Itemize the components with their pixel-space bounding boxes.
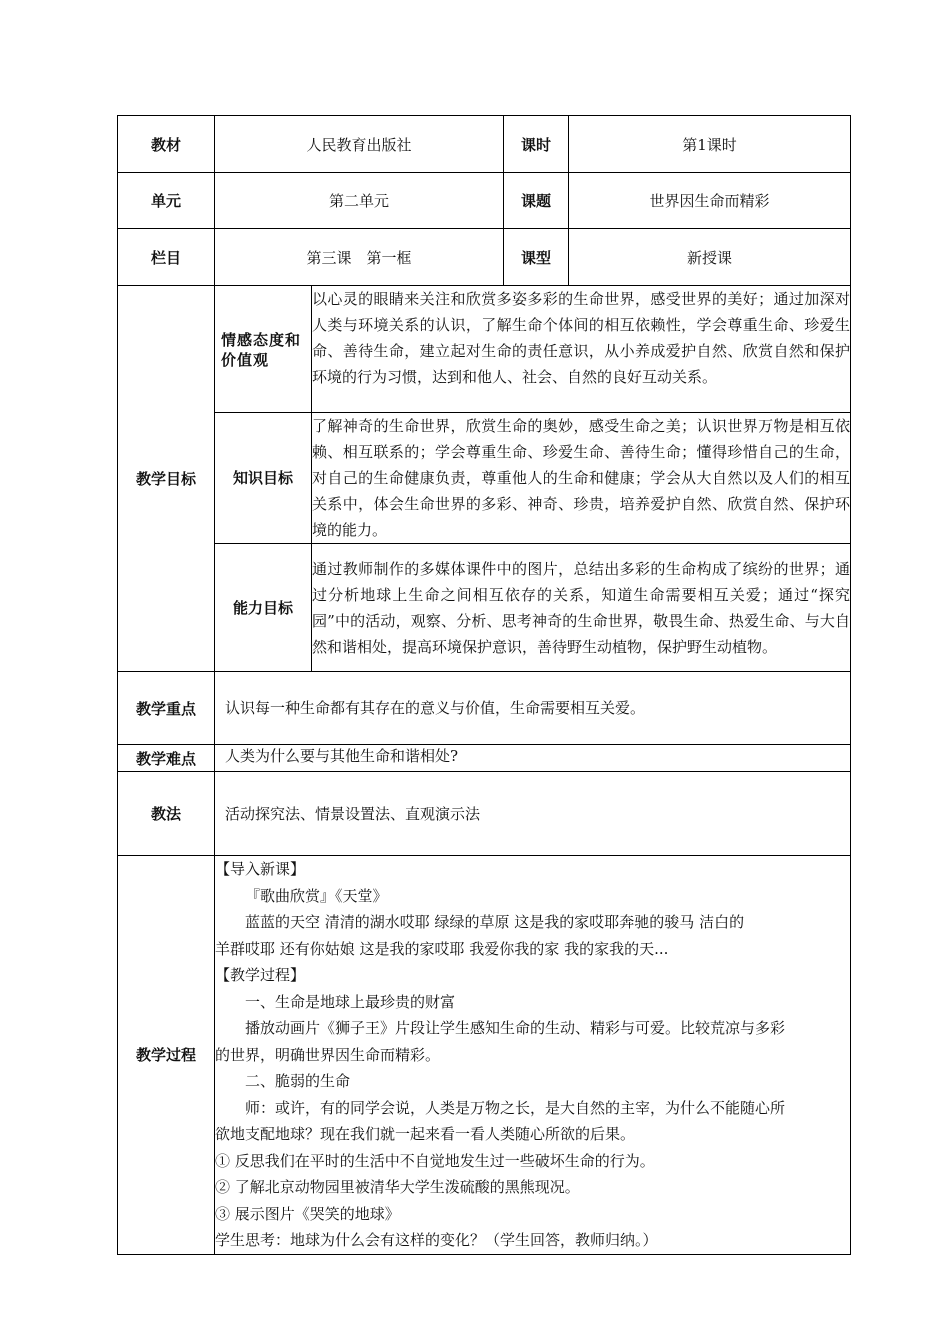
method-row [118,772,851,856]
header-row-2 [118,173,851,229]
header-row-1 [118,116,851,173]
difficulty-row [118,745,851,772]
lesson-type-value: 新授课 [569,229,851,286]
process-row [118,856,851,1255]
process-line: 学生思考：地球为什么会有这样的变化？（学生回答，教师归纳。） [215,1231,658,1249]
process-content [215,856,851,1255]
objective-label-knowledge: 知识目标 [215,413,312,544]
textbook-label: 教材 [118,116,215,173]
header-row-3 [118,229,851,286]
lesson-type-label: 课型 [504,229,569,286]
objective-row-attitude [118,286,851,413]
topic-label: 课题 [504,173,569,229]
key-point-row [118,672,851,745]
objective-text-attitude: 以心灵的眼睛来关注和欣赏多姿多彩的生命世界，感受世界的美好；通过加深对人类与环境关系的认识，了解生命个体间的相互依赖性，学会尊重生命、珍爱生命、善待生命，建立起对生命的责任意识，从小养成爱护自然、欣赏自然和保护环境的行为习惯，达到和他人、社会、自然的良好互动关系。 [312,286,851,413]
process-line: 一、生命是地球上最珍贵的财富 [245,992,456,1011]
topic-value: 世界因生命而精彩 [569,173,851,229]
textbook-value: 人民教育出版社 [215,116,504,173]
objectives-label: 教学目标 [118,286,215,672]
unit-label: 单元 [118,173,215,229]
period-label: 课时 [504,116,569,173]
column-label: 栏目 [118,229,215,286]
process-label: 教学过程 [118,856,215,1255]
process-line: 播放动画片《狮子王》片段让学生感知生命的生动、精彩与可爱。比较荒凉与多彩 [245,1019,786,1037]
process-line: 师：或许，有的同学会说，人类是万物之长，是大自然的主宰，为什么不能随心所 [245,1098,786,1117]
process-line: ① 反思我们在平时的生活中不自觉地发生过一些破坏生命的行为。 [215,1151,655,1170]
key-point-label: 教学重点 [118,672,215,745]
column-value: 第三课 第一框 [215,229,504,286]
process-line: ② 了解北京动物园里被清华大学生泼硫酸的黑熊现况。 [215,1178,580,1196]
difficulty-text: 人类为什么要与其他生命和谐相处? [215,745,851,772]
objective-label-ability: 能力目标 [215,544,312,672]
process-line: 的世界，明确世界因生命而精彩。 [215,1045,441,1064]
process-line: ③ 展示图片《哭笑的地球》 [215,1204,400,1223]
process-line: 『歌曲欣赏』《天堂》 [245,886,388,905]
objective-text-knowledge: 了解神奇的生命世界，欣赏生命的奥妙，感受生命之美；认识世界万物是相互依赖、相互联系的；学会尊重生命、珍爱生命、善待生命；懂得珍惜自己的生命，对自己的生命健康负责，尊重他人的生命和健康；学会从大自然以及人们的相互关系中，体会生命世界的多彩、神奇、珍贵，培养爱护自然、欣赏自然、保护环境的能力。 [312,413,851,544]
process-line: 欲地支配地球？现在我们就一起来看一看人类随心所欲的后果。 [215,1125,636,1143]
objective-label-attitude [215,286,312,413]
objective-label-attitude-text: 情感态度和价值观 [221,331,302,369]
key-point-text: 认识每一种生命都有其存在的意义与价值，生命需要相互关爱。 [215,672,851,745]
process-line: 二、脆弱的生命 [245,1072,351,1090]
objective-row-knowledge [118,413,851,544]
process-line: 羊群哎耶 还有你姑娘 这是我的家哎耶 我爱你我的家 我的家我的天... [215,939,669,958]
process-line: 蓝蓝的天空 清清的湖水哎耶 绿绿的草原 这是我的家哎耶奔驰的骏马 洁白的 [245,913,745,931]
unit-value: 第二单元 [215,173,504,229]
method-text: 活动探究法、情景设置法、直观演示法 [215,772,851,856]
lesson-plan-table [117,115,851,1255]
process-line: 【教学过程】 [215,966,306,984]
lesson-plan-document [117,115,850,1255]
method-label: 教法 [118,772,215,856]
period-value: 第1课时 [569,116,851,173]
objective-text-ability: 通过教师制作的多媒体课件中的图片，总结出多彩的生命构成了缤纷的世界；通过分析地球上生命之间相互依存的关系，知道生命需要相互关爱；通过“探究园”中的活动，观察、分析、思考神奇的生命世界，敬畏生命、热爱生命、与大自然和谐相处，提高环境保护意识，善待野生动植物，保护野生动植物。 [312,544,851,672]
process-line: 【导入新课】 [215,860,306,878]
difficulty-label: 教学难点 [118,745,215,772]
objective-row-ability [118,544,851,672]
